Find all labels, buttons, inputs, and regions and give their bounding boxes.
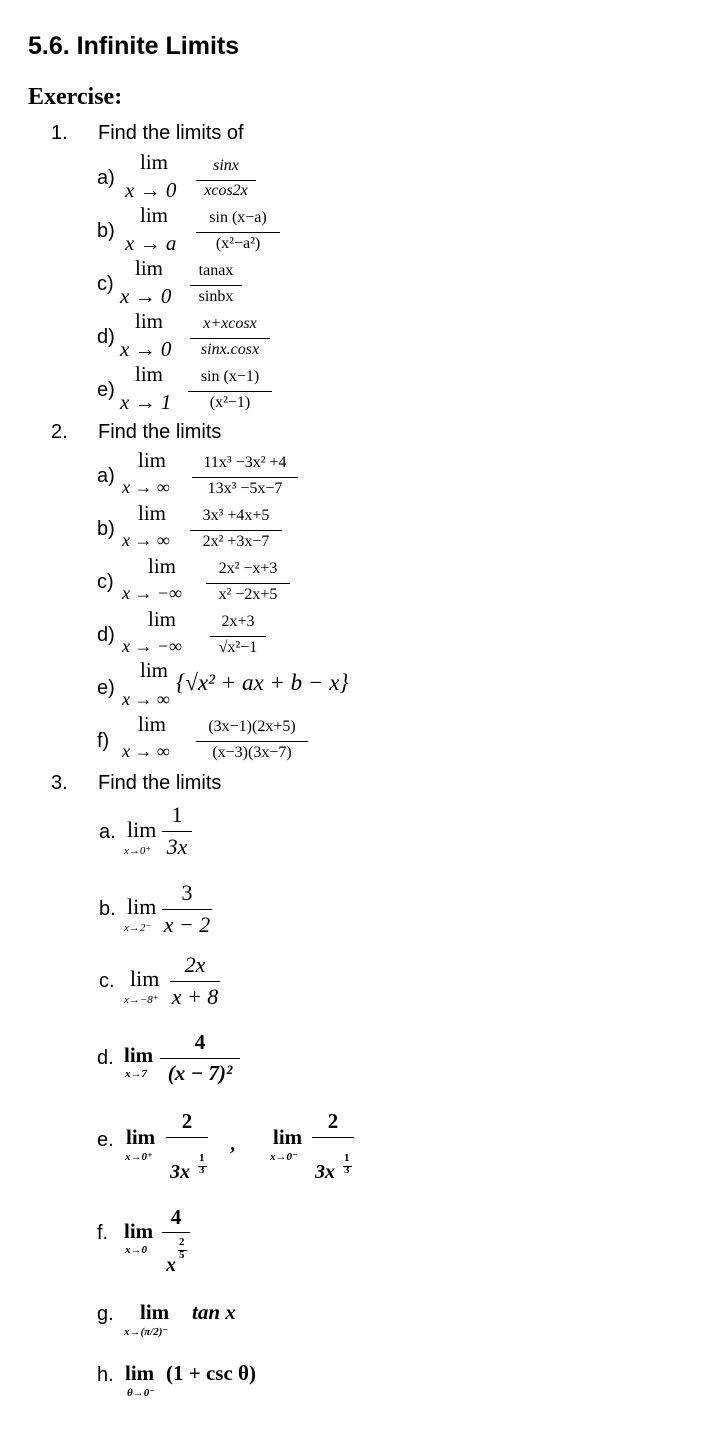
fraction-numerator: 2: [181, 1109, 193, 1133]
lim-subscript: x→0⁺: [125, 1151, 153, 1163]
fraction-numerator: (3x−1)(2x+5): [208, 718, 296, 735]
fraction-numerator: 4: [194, 1030, 206, 1054]
lim-operator: lim: [138, 448, 167, 472]
fraction-denominator: xcos2x: [204, 182, 248, 199]
lim-operator: lim: [135, 362, 164, 386]
lim-subscript: x → 0: [120, 284, 172, 308]
exponent-numerator: 2: [179, 1236, 185, 1248]
fraction-denominator: (x−3)(3x−7): [212, 744, 292, 761]
page-title: 5.6. Infinite Limits: [28, 32, 240, 60]
question-text: Find the limits: [98, 421, 222, 443]
lim-operator: lim: [127, 894, 157, 919]
item-label: c.: [99, 970, 115, 992]
lim-operator: lim: [138, 712, 167, 736]
item-label: e): [97, 379, 115, 401]
lim-subscript: x→(π/2)⁻: [124, 1326, 169, 1338]
separator-comma: ,: [230, 1133, 235, 1155]
item-label: f): [97, 730, 110, 752]
fraction-bar: [312, 1137, 354, 1138]
item-label: d.: [97, 1047, 114, 1069]
fraction-numerator: 3: [181, 880, 193, 905]
lim-subscript: θ→0⁻: [127, 1387, 156, 1399]
lim-operator: lim: [125, 1361, 155, 1385]
fraction-denominator: (x²−a²): [215, 235, 261, 252]
fraction-denominator: sinx.cosx: [200, 341, 260, 358]
item-label: a.: [99, 821, 116, 843]
fraction-denominator: 3x: [315, 1161, 335, 1183]
exponent-denominator: 3: [199, 1164, 205, 1176]
fraction-numerator: x+xcosx: [203, 315, 257, 332]
fraction-denominator: (x − 7)²: [167, 1061, 233, 1085]
exponent-numerator: 1: [199, 1152, 205, 1164]
fraction-bar: [206, 583, 290, 584]
fraction-numerator: 2: [327, 1109, 339, 1133]
item-label: b): [97, 518, 115, 540]
lim-subscript: x→0⁻: [270, 1151, 298, 1163]
item-label: b): [97, 220, 115, 242]
lim-subscript: x → −∞: [122, 583, 182, 603]
item-label: c): [97, 273, 114, 295]
question-text: Find the limits of: [98, 122, 244, 144]
fraction-denominator: √x²−1: [218, 639, 258, 656]
item-label: a): [97, 167, 115, 189]
lim-operator: lim: [273, 1125, 303, 1149]
fraction-bar: [196, 741, 308, 742]
item-label: c): [97, 571, 114, 593]
fraction-numerator: 2x+3: [221, 613, 255, 630]
lim-subscript: x → ∞: [122, 741, 170, 761]
item-label: e.: [97, 1129, 114, 1151]
fraction-numerator: 2x² −x+3: [218, 560, 278, 577]
lim-operator: lim: [148, 554, 177, 578]
lim-subscript: x → ∞: [122, 689, 170, 709]
fraction-numerator: sin (x−1): [200, 368, 260, 385]
lim-subscript: x → 0: [125, 178, 177, 202]
fraction-numerator: 2x: [184, 952, 206, 977]
fraction-numerator: 11x³ −3x² +4: [203, 454, 287, 471]
lim-subscript: x→0⁺: [124, 845, 152, 857]
lim-operator: lim: [124, 1219, 154, 1243]
fraction-denominator: x − 2: [163, 912, 211, 937]
item-label: g.: [97, 1303, 114, 1325]
fraction-denominator: 3x: [170, 1161, 190, 1183]
lim-subscript: x→2⁻: [124, 922, 152, 934]
fraction-bar: [210, 636, 266, 637]
item-label: e): [97, 677, 115, 699]
lim-subscript: x→7: [125, 1068, 147, 1080]
fraction-numerator: 4: [170, 1205, 182, 1229]
lim-operator: lim: [135, 309, 164, 333]
lim-operator: lim: [135, 256, 164, 280]
item-label: d): [97, 624, 115, 646]
limit-expression: (1 + csc θ): [166, 1361, 256, 1385]
fraction-bar: [196, 232, 280, 233]
fraction-denominator: x² −2x+5: [218, 586, 278, 603]
question-number: 3.: [51, 772, 68, 794]
lim-operator: lim: [148, 607, 177, 631]
lim-operator: lim: [140, 203, 169, 227]
fraction-bar: [190, 530, 282, 531]
fraction-numerator: 1: [171, 802, 183, 827]
fraction-bar: [196, 180, 256, 181]
question-number: 2.: [51, 421, 68, 443]
item-label: f.: [97, 1222, 109, 1244]
fraction-denominator: 13x³ −5x−7: [207, 480, 283, 497]
fraction-bar: [160, 1058, 240, 1059]
fraction-bar: [162, 831, 192, 832]
fraction-denominator: 3x: [166, 834, 188, 859]
fraction-bar: [166, 1137, 208, 1138]
exercise-heading: Exercise:: [28, 84, 123, 110]
limit-expression: tan x: [192, 1300, 236, 1324]
fraction-denominator: sinbx: [198, 288, 234, 305]
fraction-bar: [190, 338, 270, 339]
lim-subscript: x → a: [125, 231, 177, 255]
lim-subscript: x → ∞: [122, 477, 170, 497]
lim-subscript: x → −∞: [122, 636, 182, 656]
fraction-bar: [192, 477, 298, 478]
lim-operator: lim: [127, 817, 157, 842]
exponent-denominator: 5: [179, 1249, 185, 1261]
fraction-numerator: 3x³ +4x+5: [202, 507, 270, 524]
fraction-numerator: tanax: [198, 262, 234, 279]
exponent-denominator: 3: [344, 1164, 350, 1176]
item-label: d): [97, 326, 115, 348]
fraction-bar: [162, 909, 212, 910]
fraction-bar: [170, 981, 220, 982]
lim-operator: lim: [138, 501, 167, 525]
fraction-bar: [162, 1232, 190, 1233]
fraction-bar: [190, 285, 242, 286]
fraction-denominator: x: [166, 1254, 176, 1276]
fraction-numerator: sinx: [213, 157, 239, 174]
lim-operator: lim: [130, 966, 160, 991]
limit-expression: {√x² + ax + b − x}: [176, 670, 349, 695]
exponent-numerator: 1: [344, 1152, 350, 1164]
lim-subscript: x→0: [125, 1244, 147, 1256]
lim-operator: lim: [124, 1043, 154, 1067]
question-text: Find the limits: [98, 772, 222, 794]
lim-subscript: x → 0: [120, 337, 172, 361]
lim-operator: lim: [140, 150, 169, 174]
fraction-bar: [188, 391, 272, 392]
item-label: h.: [97, 1364, 114, 1386]
lim-subscript: x → ∞: [122, 530, 170, 550]
fraction-denominator: x + 8: [171, 984, 219, 1009]
fraction-denominator: (x²−1): [209, 394, 251, 411]
question-number: 1.: [51, 122, 68, 144]
lim-operator: lim: [140, 658, 169, 682]
lim-operator: lim: [126, 1125, 156, 1149]
fraction-numerator: sin (x−a): [209, 209, 267, 226]
lim-subscript: x → 1: [120, 390, 172, 414]
fraction-denominator: 2x² +3x−7: [202, 533, 270, 550]
lim-subscript: x→−8⁺: [124, 994, 159, 1006]
item-label: b.: [99, 898, 116, 920]
lim-operator: lim: [140, 1300, 170, 1324]
item-label: a): [97, 465, 115, 487]
